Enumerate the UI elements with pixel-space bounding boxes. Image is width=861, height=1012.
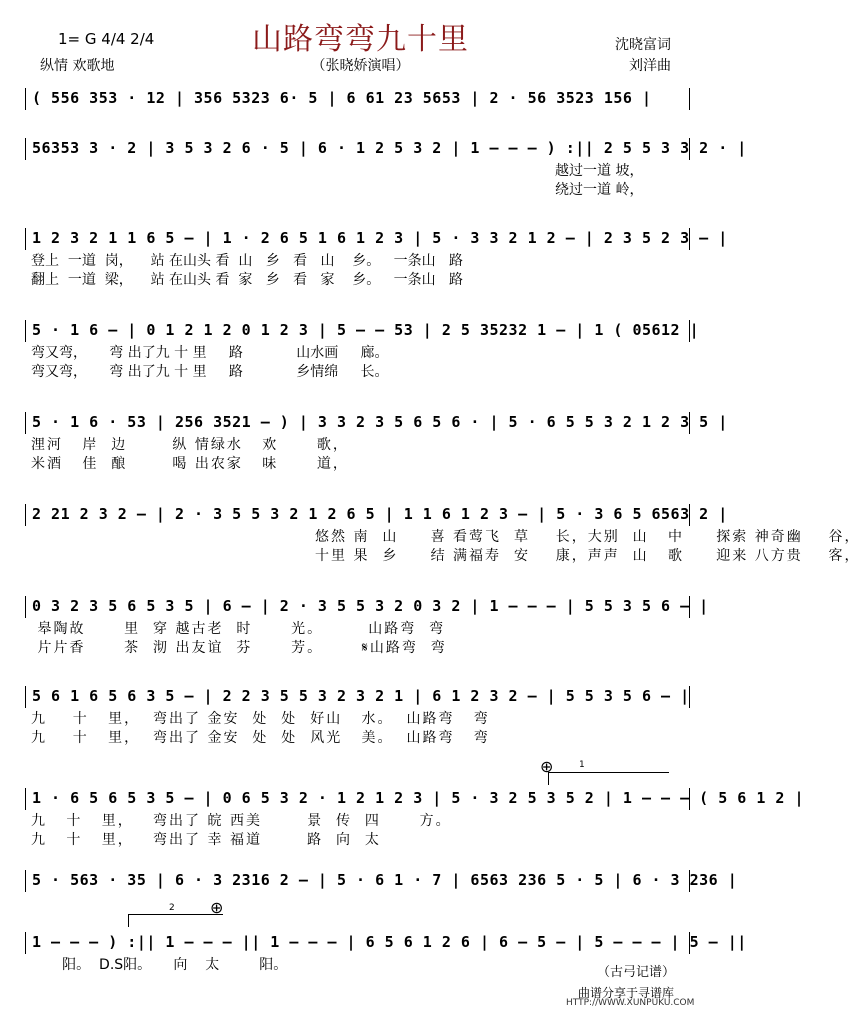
notes-text: ( 556 353 · 12 | 356 5323 6· 5 | 6 61 23 5653 | 2 · 56 3523 156 | xyxy=(32,89,652,107)
notation-line xyxy=(25,320,700,342)
lyric-verse-1: 越过一道 坡， xyxy=(555,163,644,179)
notation-line xyxy=(25,88,690,110)
staff-system-1 xyxy=(25,88,690,110)
staff-system-11 xyxy=(25,932,747,973)
singer-credit: （张晓娇演唱） xyxy=(311,58,410,74)
lyric-verse-1: 皋陶故 里 穿 越古老 时 光。 山路弯 弯 xyxy=(31,621,446,637)
tempo-mood: 纵情 欢歌地 xyxy=(40,58,115,74)
transcriber-note: （古弓记谱） xyxy=(597,965,676,980)
staff-system-7 xyxy=(25,596,709,656)
staff-system-4 xyxy=(25,320,700,380)
song-title: 山路弯弯九十里 xyxy=(252,22,469,57)
staff-system-6 xyxy=(25,504,861,564)
lyricist-credit: 沈晓富词 xyxy=(615,37,671,53)
notation-line xyxy=(25,870,738,892)
lyric-verse-2: 弯又弯， 弯 出了九 十 里 路 乡情绵 长。 xyxy=(31,364,389,380)
lyric-verse-1: 登上 一道 岗， 站 在山头 看 山 乡 看 山 乡。 一条山 路 xyxy=(31,253,463,269)
notes-text: 0 3 2 3 5 6 5 3 5 | 6 – | 2 · 3 5 5 3 2 0 3 2 | 1 – – – | 5 5 3 5 6 – | xyxy=(32,597,709,615)
lyric-verse-2: 米酒 佳 酿 喝 出农家 味 道， xyxy=(31,456,349,472)
lyric-verse-1: 弯又弯， 弯 出了九 十 里 路 山水画 廊。 xyxy=(31,345,389,361)
notes-text: 5 · 563 · 35 | 6 · 3 2316 2 – | 5 · 6 1 · 7 | 6563 236 5 · 5 | 6 · 3 236 | xyxy=(32,871,738,889)
lyric-verse-2: 十里 果 乡 结 满福寿 安 康，声声 山 歌 迎来 八方贵 客， xyxy=(315,548,861,564)
coda-mark-icon: ⊕ xyxy=(210,898,224,917)
staff-system-8 xyxy=(25,686,690,746)
staff-system-5 xyxy=(25,412,728,472)
staff-system-10 xyxy=(25,870,738,892)
notes-text: 1 · 6 5 6 5 3 5 – | 0 6 5 3 2 · 1 2 1 2 3 | 5 · 3 2 5 3 5 2 | 1 – – – ( 5 6 1 2 | xyxy=(32,789,804,807)
lyric-verse-2: 九 十 里， 弯出了 幸 福道 路 向 太 xyxy=(31,832,381,848)
lyric-verse-2: 绕过一道 岭， xyxy=(555,182,644,198)
notation-line xyxy=(25,686,690,708)
lyric-verse-2: 九 十 里， 弯出了 金安 处 处 风光 美。 山路弯 弯 xyxy=(31,730,490,746)
notation-line xyxy=(25,138,747,160)
notation-line xyxy=(25,228,728,250)
staff-system-9 xyxy=(25,788,804,848)
lyric-verse-1: 九 十 里， 弯出了 皖 西美 景 传 四 方。 xyxy=(31,813,452,829)
notation-line xyxy=(25,504,728,526)
lyric-verse-1: 悠然 南 山 喜 看莺飞 草 长，大别 山 中 探索 神奇幽 谷， xyxy=(315,529,861,545)
notation-line xyxy=(25,932,747,954)
notation-line xyxy=(25,596,709,618)
lyric-verse-2: 翻上 一道 梁， 站 在山头 看 家 乡 看 家 乡。 一条山 路 xyxy=(31,272,463,288)
first-ending-bracket: 1 xyxy=(548,772,669,785)
lyric-verse-1: 九 十 里， 弯出了 金安 处 处 好山 水。 山路弯 弯 xyxy=(31,711,490,727)
composer-credit: 刘洋曲 xyxy=(629,58,671,74)
notes-text: 5 · 1 6 · 53 | 256 3521 – ) | 3 3 2 3 5 6 5 6 · | 5 · 6 5 5 3 2 1 2 3 5 | xyxy=(32,413,728,431)
notes-text: 1 – – – ) :|| 1 – – – || 1 – – – | 6 5 6 1 2 6 | 6 – 5 – | 5 – – – | 5 – || xyxy=(32,933,747,951)
staff-system-2 xyxy=(25,138,747,198)
notes-text: 5 · 1 6 – | 0 1 2 1 2 0 1 2 3 | 5 – – 53 | 2 5 35232 1 – | 1 ( 05612 | xyxy=(32,321,700,339)
notes-text: 5 6 1 6 5 6 3 5 – | 2 2 3 5 5 3 2 3 2 1 | 6 1 2 3 2 – | 5 5 3 5 6 – | xyxy=(32,687,690,705)
notation-line xyxy=(25,412,728,434)
lyric-verse-1: 阳。 D.S阳。 向 太 阳。 xyxy=(31,957,288,973)
key-time-signature: 1= G 4/4 2/4 xyxy=(58,30,155,48)
lyric-verse-2: 片片香 茶 沏 出友谊 芬 芳。 𝄋山路弯 弯 xyxy=(31,640,447,656)
notes-text: 56353 3 · 2 | 3 5 3 2 6 · 5 | 6 · 1 2 5 3 2 | 1 – – – ) :|| 2 5 5 3 3 2 · | xyxy=(32,139,747,157)
site-url: HTTP://WWW.XUNPUKU.COM xyxy=(566,998,695,1008)
lyric-verse-1: 浬河 岸 边 纵 情绿水 欢 歌， xyxy=(31,437,349,453)
second-ending-bracket: 2 xyxy=(128,914,223,927)
notes-text: 1 2 3 2 1 1 6 5 – | 1 · 2 6 5 1 6 1 2 3 | 5 · 3 3 2 1 2 – | 2 3 5 2 3 – | xyxy=(32,229,728,247)
notation-line xyxy=(25,788,804,810)
segno-mark-icon: ⊕ xyxy=(540,757,554,776)
notes-text: 2 21 2 3 2 – | 2 · 3 5 5 3 2 1 2 6 5 | 1 1 6 1 2 3 – | 5 · 3 6 5 6563 2 | xyxy=(32,505,728,523)
share-credit: 曲谱分享于寻谱库 xyxy=(578,986,675,1000)
staff-system-3 xyxy=(25,228,728,288)
